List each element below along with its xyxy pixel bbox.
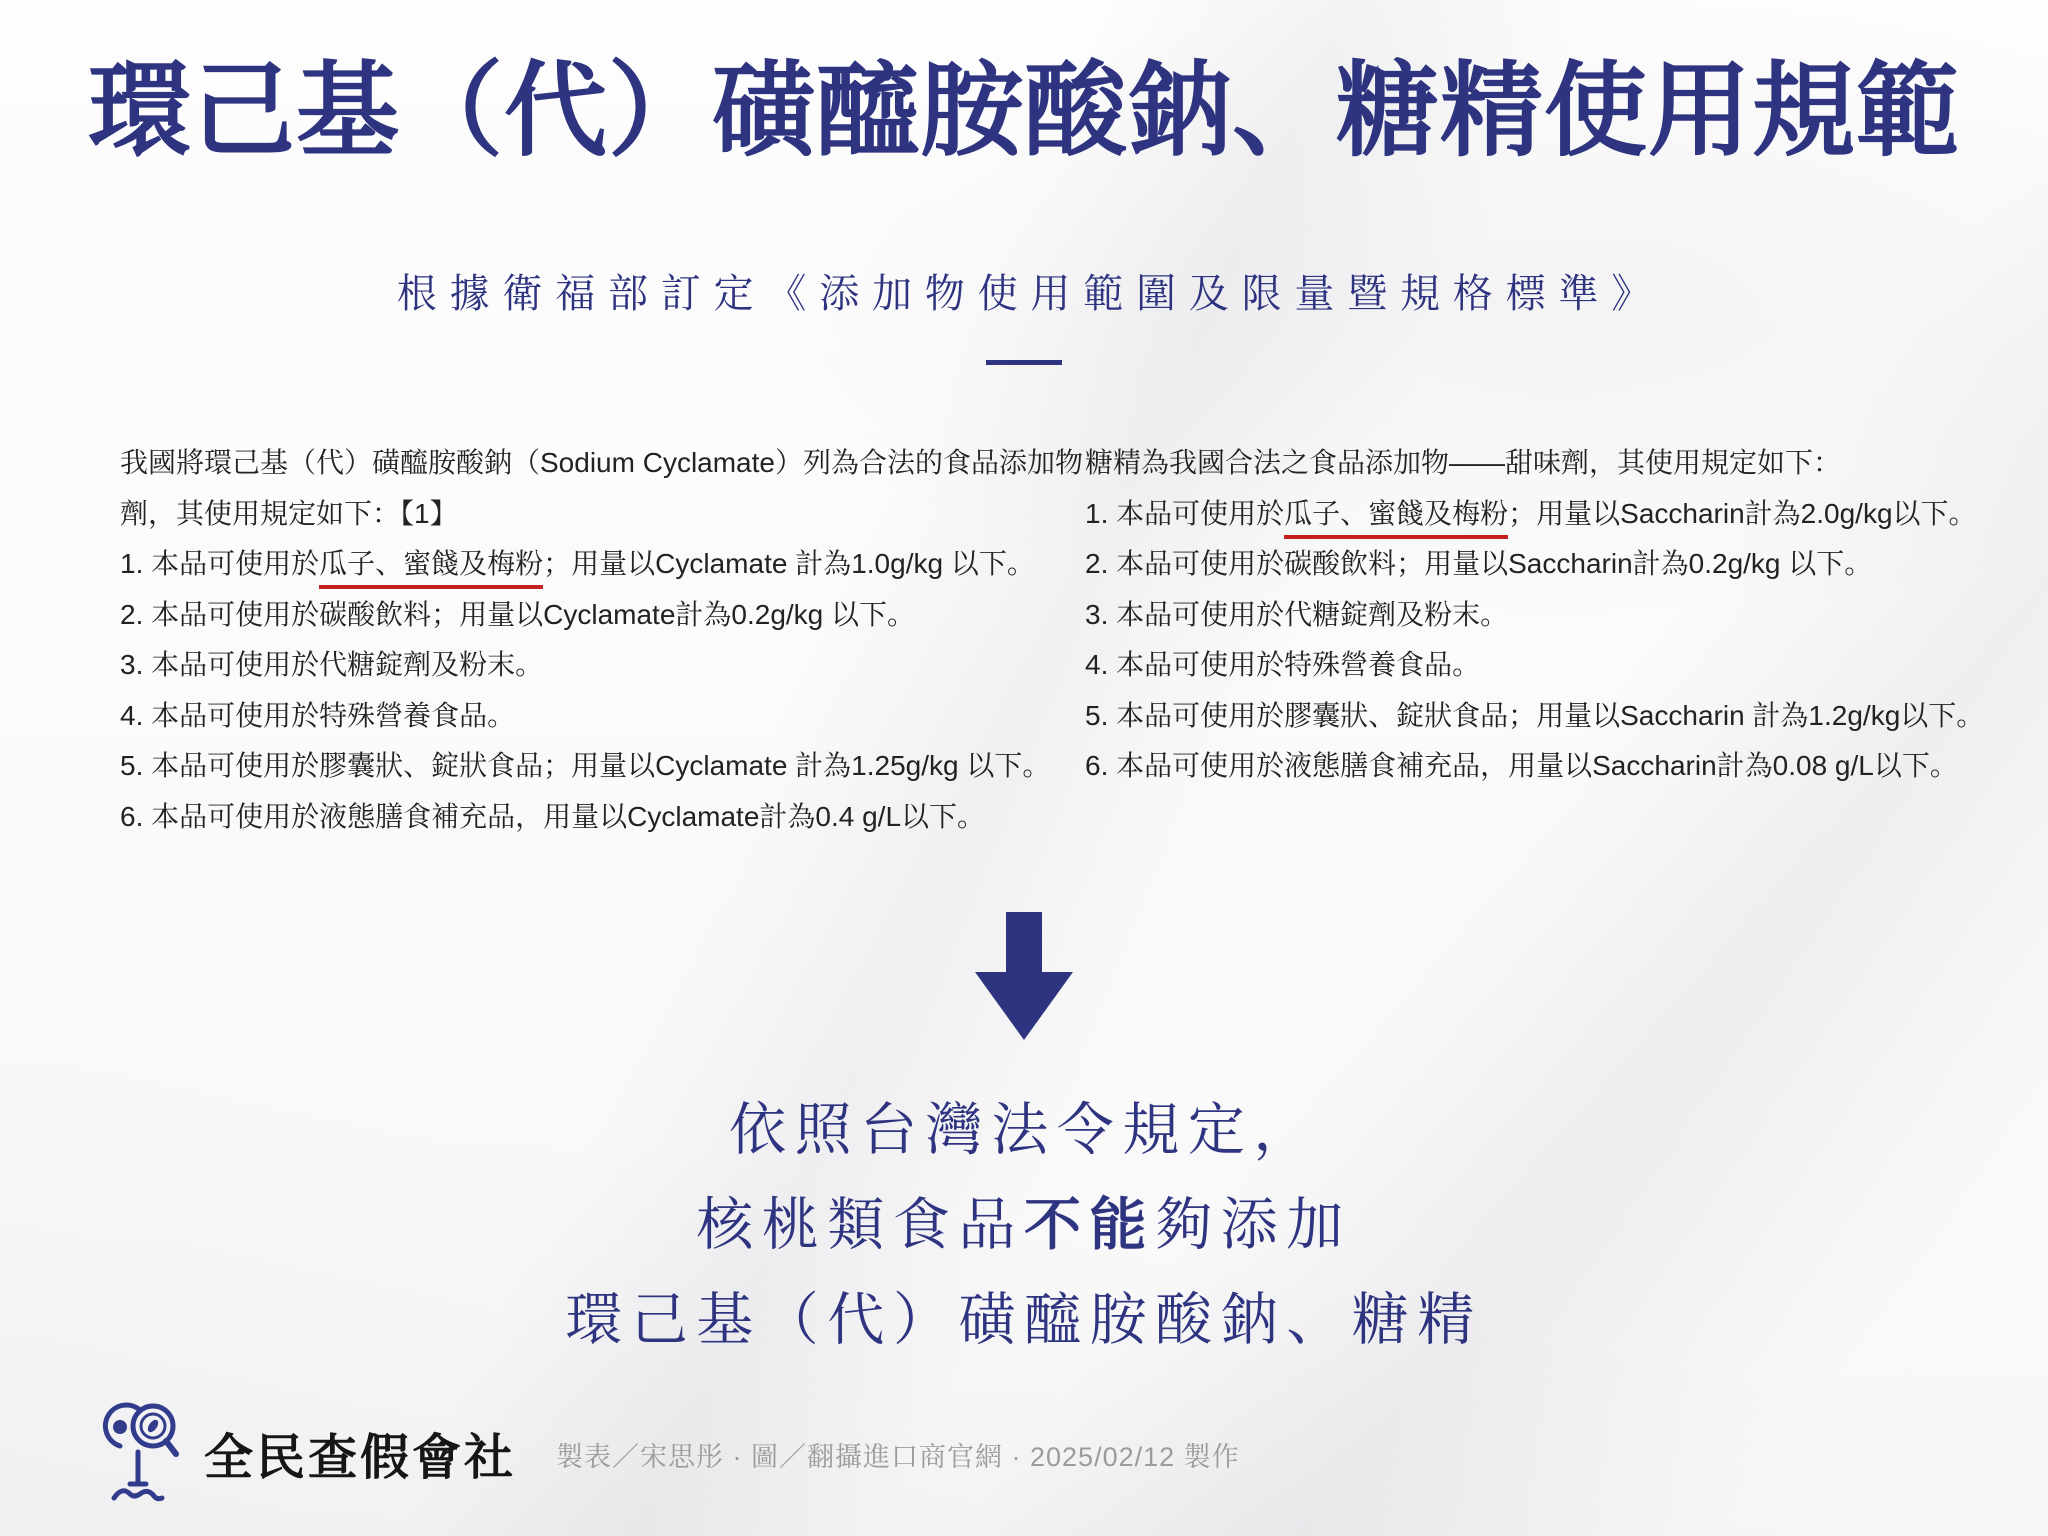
saccharin-rule-3: 3. 本品可使用於代糖錠劑及粉末。 — [1085, 598, 1509, 630]
cyclamate-rule-1-highlight: 瓜子、蜜餞及梅粉 — [319, 548, 543, 589]
cyclamate-rule-2: 2. 本品可使用於碳酸飲料；用量以Cyclamate計為0.2g/kg 以下。 — [120, 598, 916, 630]
conclusion-line2-post: 夠添加 — [1155, 1193, 1352, 1257]
cyclamate-intro-line2: 劑，其使用規定如下：【1】 — [120, 497, 458, 529]
saccharin-rule-4: 4. 本品可使用於特殊營養食品。 — [1085, 649, 1481, 680]
cyclamate-rule-3: 3. 本品可使用於代糖錠劑及粉末。 — [120, 649, 544, 680]
saccharin-rule-5: 5. 本品可使用於膠囊狀、錠狀食品；用量以Saccharin 計為1.2g/kg以下。 — [1085, 699, 1985, 731]
cyclamate-rule-4: 4. 本品可使用於特殊營養食品。 — [120, 699, 516, 731]
cyclamate-rule-6: 6. 本品可使用於液態膳食補充品，用量以Cyclamate計為0.4 g/L以下。 — [120, 800, 986, 832]
conclusion-line2-pre: 核桃類食品 — [696, 1193, 1024, 1257]
owl-magnifier-logo-icon — [100, 1400, 182, 1508]
page-title: 環己基（代）磺醯胺酸鈉、糖精使用規範 — [88, 53, 1960, 168]
saccharin-rule-6: 6. 本品可使用於液態膳食補充品，用量以Saccharin計為0.08 g/L以下。 — [1085, 750, 1958, 781]
cyclamate-rule-1 — [120, 539, 1040, 590]
saccharin-intro: 糖精為我國合法之食品添加物——甜味劑，其使用規定如下： — [1085, 447, 1842, 478]
page-subtitle: 根據衛福部訂定《添加物使用範圍及限量暨規格標準》 — [396, 272, 1664, 316]
footer — [100, 1398, 1240, 1510]
saccharin-rule-2: 2. 本品可使用於碳酸飲料；用量以Saccharin計為0.2g/kg 以下。 — [1085, 548, 1873, 579]
down-arrow-icon — [975, 912, 1073, 1040]
cyclamate-rule-1-suffix: ；用量以Cyclamate 計為1.0g/kg 以下。 — [543, 548, 1035, 579]
saccharin-rule-1-suffix: ；用量以Saccharin計為2.0g/kg以下。 — [1508, 497, 1977, 529]
conclusion-line3: 環己基（代）磺醯胺酸鈉、糖精 — [565, 1288, 1483, 1352]
cyclamate-rules-section — [120, 438, 1083, 842]
saccharin-rule-1-highlight: 瓜子、蜜餞及梅粉 — [1284, 498, 1508, 539]
saccharin-rules-section — [1085, 438, 2005, 792]
subtitle-divider — [986, 360, 1062, 365]
conclusion-line2 — [0, 1178, 2048, 1273]
cyclamate-intro-line1: 我國將環己基（代）磺醯胺酸鈉（Sodium Cyclamate）列為合法的食品添加物 — [120, 447, 1083, 478]
conclusion-line2-emphasis: 不能 — [1023, 1193, 1156, 1257]
saccharin-rule-1 — [1085, 489, 2005, 540]
brand-name: 全民查假會社 — [204, 1431, 517, 1485]
cyclamate-rule-1-prefix: 1. 本品可使用於 — [120, 548, 320, 579]
cyclamate-rule-5: 5. 本品可使用於膠囊狀、錠狀食品；用量以Cyclamate 計為1.25g/kg 以下。 — [120, 750, 1051, 781]
saccharin-rule-1-prefix: 1. 本品可使用於 — [1085, 497, 1285, 529]
conclusion-section — [0, 1083, 2048, 1368]
credits-text: 製表／宋思彤 · 圖／翻攝進口商官網 · 2025/02/12 製作 — [556, 1441, 1240, 1472]
conclusion-line1: 依照台灣法令規定， — [729, 1098, 1319, 1162]
